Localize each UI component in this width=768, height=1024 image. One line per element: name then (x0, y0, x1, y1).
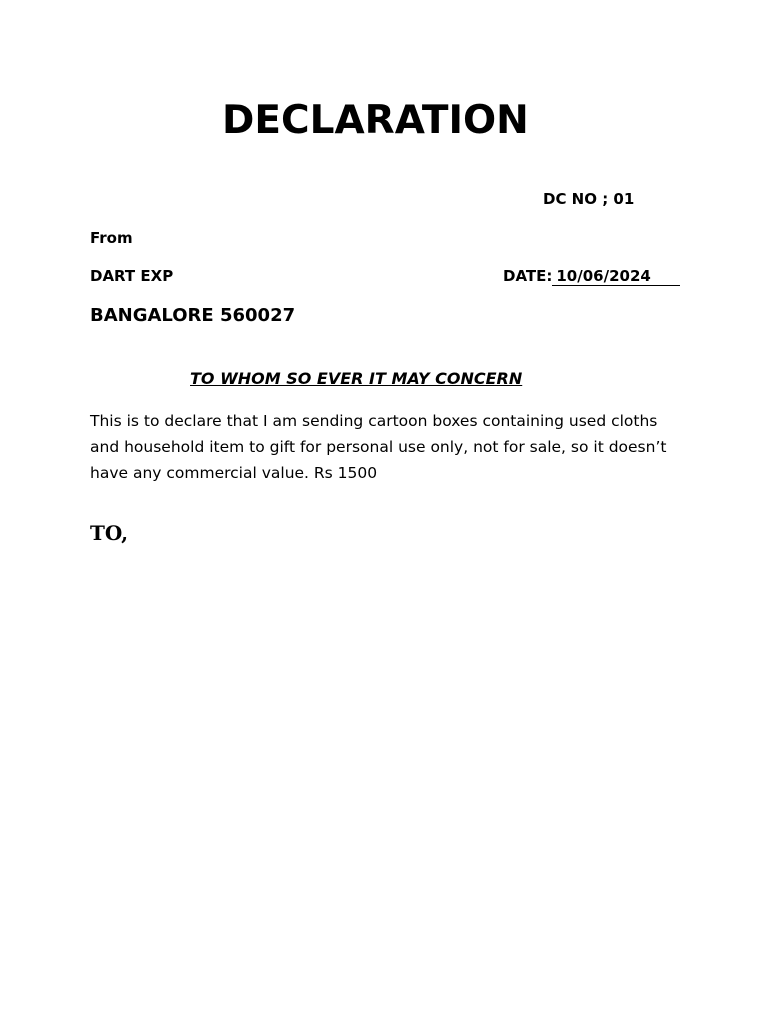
dc-number: DC NO ; 01 (543, 190, 635, 208)
to-label: TO, (90, 521, 129, 545)
sender-name: DART EXP (90, 267, 174, 285)
date-value: 10/06/2024 (552, 268, 680, 286)
declaration-body: This is to declare that I am sending cartoon boxes containing used cloths and household item to gift for personal use only, not for sale, so it doesn’t have any commercial value. Rs 1500 (90, 412, 667, 482)
from-label: From (90, 229, 133, 247)
document-title: DECLARATION (222, 98, 529, 143)
subject-line: TO WHOM SO EVER IT MAY CONCERN (190, 369, 523, 388)
date-row (503, 267, 680, 286)
date-label: DATE: (503, 267, 553, 285)
sender-city: BANGALORE 560027 (90, 305, 296, 326)
